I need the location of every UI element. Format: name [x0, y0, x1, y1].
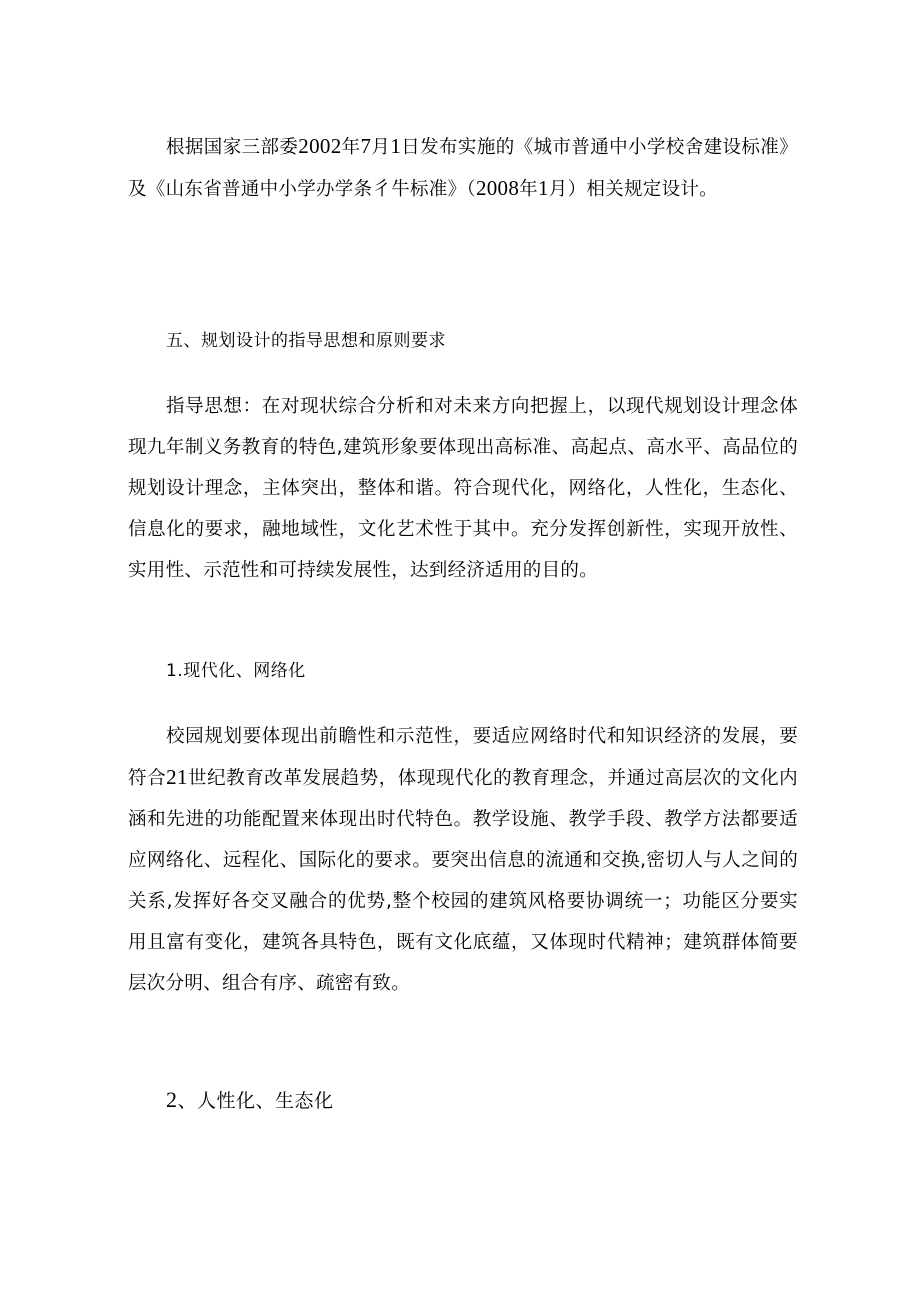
intro-text-1: 根据国家三部委 — [166, 137, 299, 158]
subsection2-heading — [166, 1085, 334, 1116]
section5-heading: 五、规划设计的指导思想和原则要求 — [166, 331, 446, 351]
intro-text-2: 年 — [341, 137, 361, 158]
intro-day-1: 1 — [390, 134, 402, 158]
intro-month-7: 7 — [360, 134, 372, 158]
intro-year-2002: 2002 — [298, 134, 342, 158]
subsection2-number: 2 — [166, 1087, 178, 1112]
subsection1-heading: 1.现代化、网络化 — [166, 661, 306, 681]
subsection1-century: 21 — [166, 765, 188, 789]
subsection1-text-1: 校园规划要体现出前瞻性和示范性，要适应网络时代和知识经济的发展，要符合 — [128, 726, 798, 789]
intro-month-1: 1 — [537, 176, 549, 200]
subsection1-paragraph — [128, 716, 798, 1004]
subsection1-text-2: 世纪教育改革发展趋势，体现现代化的教育理念，并通过高层次的文化内涵和先进的功能配置来体现出时代特色。教学设施、教学手段、教学方法都要适应网络化、远程化、国际化的要求。要突出信息的流通和交换,密切人与人之间的关系,发挥好各交叉融合的优势,整个校园的建筑风格要协调统一；功能区分要实用且富有变化，建筑各具特色，既有文化底蕴，又体现时代精神；建筑群体简要层次分明、组合有序、疏密有致。 — [128, 768, 798, 994]
subsection2-title: 、人性化、生态化 — [177, 1090, 334, 1112]
intro-text-4: 日发布实施的《城市普通中小学校舍建设标准》及《山东省普通中小学办学条彳牛标准》（ — [128, 137, 798, 200]
intro-text-5: 年 — [519, 179, 538, 200]
guiding-ideology-paragraph: 指导思想：在对现状综合分析和对未来方向把握上，以现代规划设计理念体现九年制义务教育的特色,建筑形象要体现出高标准、高起点、高水平、高品位的规划设计理念，主体突出，整体和谐。符合现代化，网络化，人性化，生态化、信息化的要求，融地域性，文化艺术性于其中。充分发挥创新性，实现开放性、实用性、示范性和可持续发展性，达到经济适用的目的。 — [128, 396, 798, 581]
intro-paragraph — [128, 126, 798, 210]
intro-text-6: 月）相关规定设计。 — [548, 179, 718, 200]
intro-text-3: 月 — [371, 137, 391, 158]
intro-year-2008: 2008 — [475, 176, 520, 200]
